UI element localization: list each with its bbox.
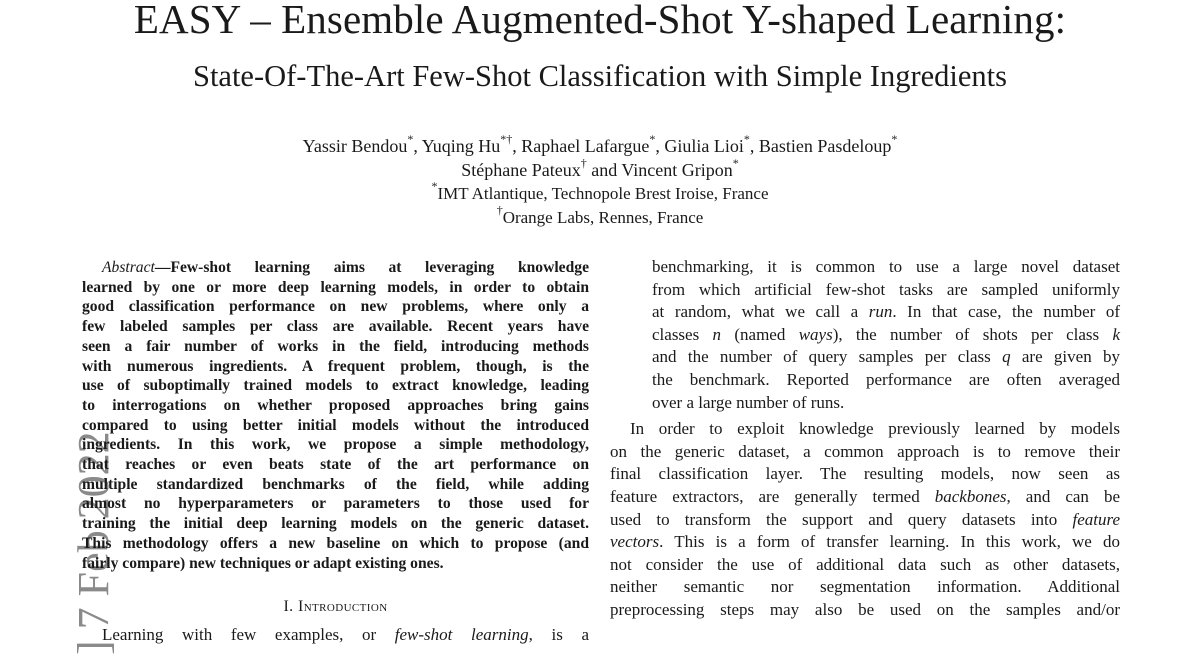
paragraph-line bbox=[610, 509, 1120, 532]
abstract-line: compared to using better initial models without the introduced bbox=[82, 416, 589, 434]
emphasis: k bbox=[1112, 324, 1120, 344]
section-heading-introduction: I. Introduction bbox=[283, 598, 388, 615]
emphasis: n bbox=[712, 324, 722, 344]
arxiv-stamp bbox=[28, 425, 118, 655]
text-segment: (named bbox=[721, 324, 799, 344]
abstract-line: good classification performance on new problems, where only a bbox=[82, 298, 589, 316]
author-mark: * bbox=[891, 132, 898, 146]
paragraph-line bbox=[610, 486, 1120, 509]
authors-line-1: Yassir Bendou*, Yuqing Hu*†, Raphael Lafargue*, Giulia Lioi*, Bastien Pasdeloup* bbox=[302, 132, 898, 156]
text-segment: the benchmark. Reported performance are often averaged bbox=[652, 369, 1120, 389]
paragraph-line bbox=[652, 279, 1120, 302]
arxiv-date: ] 7 Feb 2022 bbox=[69, 431, 118, 655]
emphasis: ways bbox=[798, 324, 833, 344]
paragraph-backbones bbox=[610, 418, 1120, 621]
text-segment: final classification layer. The resulting models, now seen as bbox=[610, 464, 1120, 484]
right-column bbox=[610, 256, 1120, 622]
abstract-text: Few-shot learning aims at leveraging knowledge bbox=[170, 259, 589, 276]
text-segment: feature extractors, are generally termed bbox=[610, 486, 935, 506]
paragraph-line bbox=[652, 301, 1120, 324]
emphasis: few-shot learning bbox=[394, 625, 529, 644]
text-segment: Learning with few examples, or bbox=[102, 625, 395, 644]
abstract-line: learned by one or more deep learning models, in order to obtain bbox=[82, 278, 589, 296]
emphasis: run bbox=[868, 302, 893, 322]
author-name: Stéphane Pateux bbox=[461, 160, 581, 180]
text-segment: classes bbox=[652, 324, 713, 344]
author-name: Raphael Lafargue bbox=[521, 136, 650, 156]
paragraph-line bbox=[652, 256, 1120, 279]
author-name: Bastien Pasdeloup bbox=[758, 136, 892, 156]
text-segment: on the generic dataset, a common approach is to remove their bbox=[610, 441, 1120, 461]
introduction-text bbox=[82, 624, 589, 646]
author-mark: * bbox=[649, 132, 656, 146]
paper-title: EASY – Ensemble Augmented-Shot Y-shaped Learning: bbox=[133, 0, 1067, 42]
text-segment: In order to exploit knowledge previously learned by models bbox=[630, 419, 1120, 439]
abstract-label: Abstract bbox=[102, 259, 155, 276]
text-segment: benchmarking, it is common to use a large novel dataset bbox=[652, 257, 1120, 276]
emphasis: q bbox=[1002, 347, 1011, 367]
paragraph-line bbox=[610, 441, 1120, 464]
abstract-line: multiple standardized benchmarks of the field, while adding bbox=[82, 475, 589, 493]
author-mark: * bbox=[407, 132, 414, 146]
paper-subtitle: State-Of-The-Art Few-Shot Classification with Simple Ingredients bbox=[192, 59, 1008, 93]
affiliation-text: IMT Atlantique, Technopole Brest Iroise, France bbox=[437, 184, 769, 203]
paragraph-line bbox=[610, 576, 1120, 599]
emphasis: vectors bbox=[610, 532, 660, 552]
paragraph-line bbox=[610, 554, 1120, 577]
paragraph-line bbox=[610, 463, 1120, 486]
affiliation bbox=[0, 179, 1200, 206]
text-segment: not consider the use of additional data such as other datasets, bbox=[610, 554, 1120, 574]
text-segment: used to transform the support and query datasets into bbox=[610, 509, 1073, 529]
abstract-line bbox=[82, 258, 589, 278]
abstract-line: training the initial deep learning models on the generic dataset. bbox=[82, 515, 589, 533]
affiliation-mark: * bbox=[431, 179, 438, 194]
paragraph-line bbox=[610, 531, 1120, 554]
author-mark: † bbox=[580, 156, 587, 170]
text-segment: are given by bbox=[1010, 347, 1120, 367]
text-segment: over a large number of runs. bbox=[652, 392, 845, 412]
abstract-line: use of suboptimally trained models to extract knowledge, leading bbox=[82, 377, 589, 395]
abstract-line: fairly compare) new techniques or adapt existing ones. bbox=[82, 554, 444, 572]
author-name: Yuqing Hu bbox=[421, 136, 501, 156]
abstract-line: with numerous ingredients. A frequent problem, though, is the bbox=[82, 357, 589, 375]
paragraph-line bbox=[652, 324, 1120, 347]
text-segment: and the number of query samples per class bbox=[652, 347, 1003, 367]
abstract-line: to interrogations on whether proposed approaches bring gains bbox=[82, 396, 589, 414]
author-name: Giulia Lioi bbox=[664, 136, 744, 156]
paragraph-benchmarking bbox=[610, 256, 1120, 414]
abstract-line: few labeled samples per class are available. Recent years have bbox=[82, 318, 589, 336]
abstract bbox=[82, 258, 589, 573]
text-segment: . In that case, the number of bbox=[892, 302, 1120, 322]
paragraph-line bbox=[652, 369, 1120, 392]
emphasis: backbones bbox=[934, 486, 1007, 506]
text-segment: at random, what we call a bbox=[652, 302, 869, 322]
text-segment: preprocessing steps may also be used on the samples and/or bbox=[610, 599, 1120, 619]
text-segment: from which artificial few-shot tasks are sampled uniformly bbox=[652, 279, 1120, 299]
text-segment: neither semantic nor segmentation information. Additional bbox=[610, 577, 1120, 597]
author-mark: *† bbox=[500, 132, 513, 146]
paragraph-line bbox=[610, 418, 1120, 441]
paragraph-line bbox=[652, 346, 1120, 369]
paragraph-line bbox=[610, 599, 1120, 622]
affiliation bbox=[0, 203, 1200, 230]
introduction-line bbox=[82, 624, 589, 646]
paragraph-line bbox=[652, 392, 1120, 415]
authors-block bbox=[0, 134, 1200, 230]
affiliation-text: Orange Labs, Rennes, France bbox=[502, 208, 704, 227]
authors-line-2 bbox=[0, 158, 1200, 182]
text-segment: ), the number of shots per class bbox=[832, 324, 1113, 344]
author-name: Yassir Bendou bbox=[302, 136, 408, 156]
abstract-line: seen a fair number of works in the field, introducing methods bbox=[82, 337, 589, 355]
abstract-line: almost no hyperparameters or parameters to those used for bbox=[82, 495, 589, 513]
text-segment: , is a bbox=[528, 625, 589, 644]
abstract-line: This methodology offers a new baseline on which to propose (and bbox=[82, 534, 589, 552]
author-mark: * bbox=[743, 132, 750, 146]
text-segment: . This is a form of transfer learning. In this work, we do bbox=[659, 532, 1120, 552]
text-segment: , and can be bbox=[1006, 486, 1120, 506]
author-name: Vincent Gripon bbox=[621, 160, 733, 180]
abstract-line: that reaches or even beats state of the art performance on bbox=[82, 456, 589, 474]
author-mark: * bbox=[732, 156, 739, 170]
abstract-line: ingredients. In this work, we propose a simple methodology, bbox=[82, 436, 589, 454]
emphasis: feature bbox=[1072, 509, 1120, 529]
author-conjunction: and bbox=[586, 160, 622, 180]
abstract-dash: — bbox=[154, 259, 171, 276]
affiliation-mark: † bbox=[496, 203, 503, 218]
